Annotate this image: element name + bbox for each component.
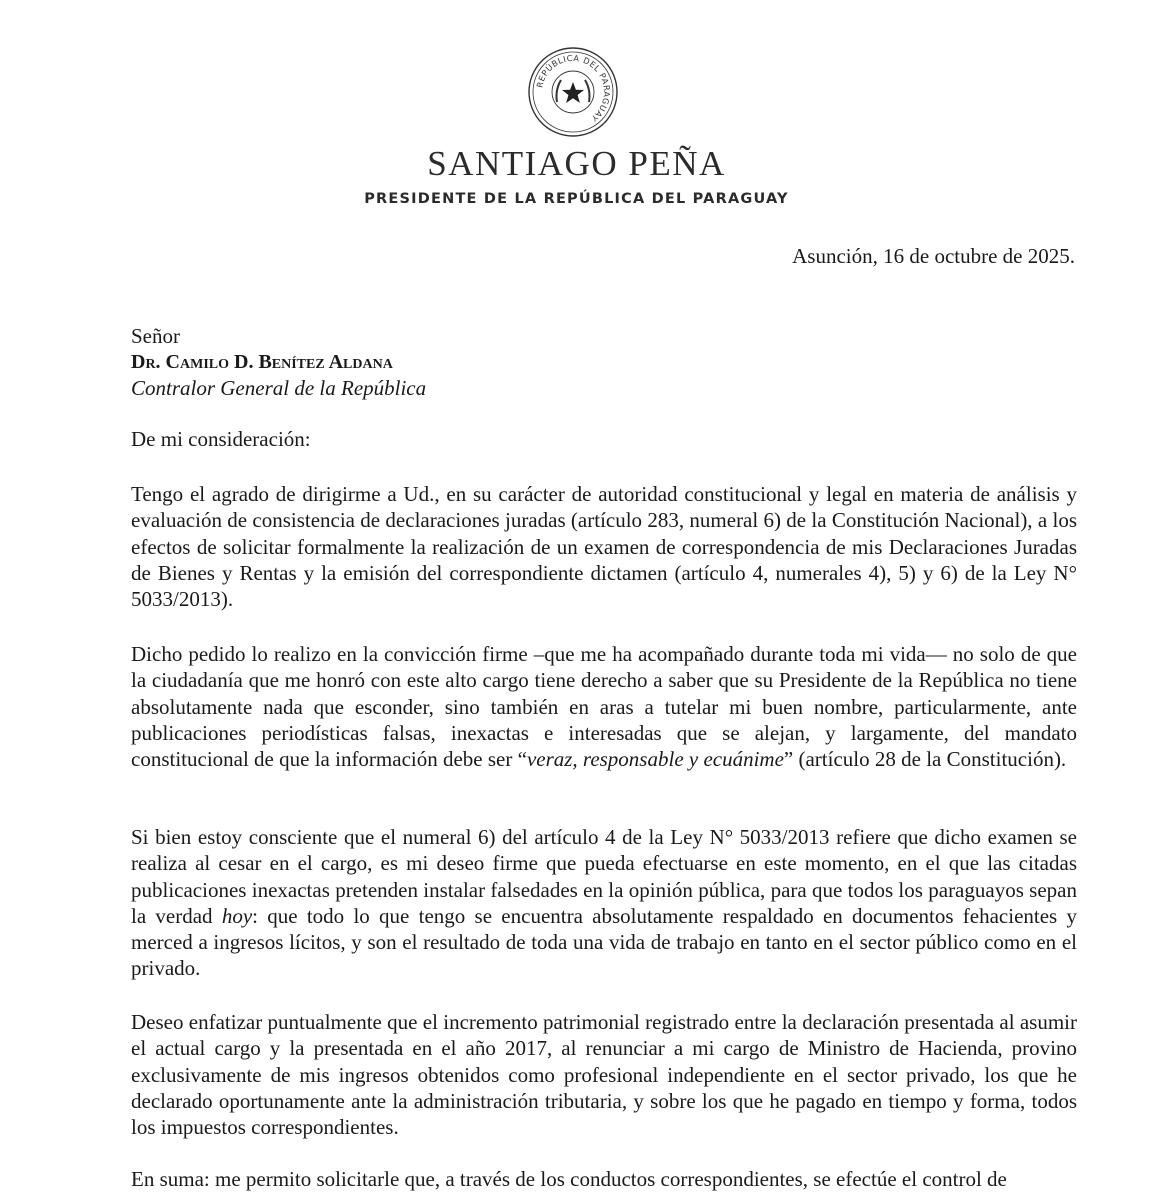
paragraph-4: Deseo enfatizar puntualmente que el incremento patrimonial registrado entre la declaración presentada al asumir el actual cargo y la presentada en el año 2017, al renunciar a mi cargo de Ministro de Hacienda, provino exclusivamente de mis ingresos obtenidos como profesional independiente en el sector privado, los que he declarado oportunamente ante la administración tributaria, y sobre los que he pagado en tiempo y forma, todos los impuestos correspondientes. [131,1010,1077,1140]
addressee-role: Contralor General de la República [131,376,427,400]
letter-date: Asunción, 16 de octubre de 2025. [792,244,1075,268]
paragraph-2-text: Dicho pedido lo realizo en la convicción firme –que me ha acompañado durante toda mi vida— no solo de que la ciudadanía que me honró con este alto cargo tiene derecho a saber que su Presidente de la República no tiene absolutamente nada que esconder, sino también en aras a tutelar mi buen nombre, particularmente, ante publicaciones periodísticas falsas, inexactas e interesadas que se alejan, y largamente, del mandato constitucional de que la información debe ser “ [131,642,1077,772]
paragraph-3 [131,824,1077,982]
president-title: PRESIDENTE DE LA REPÚBLICA DEL PARAGUAY [364,191,789,207]
paragraph-3-emphasis: hoy [221,903,253,928]
addressee-name: Dr. Camilo D. Benítez Aldana [131,351,393,373]
paragraph-2 [131,641,1077,772]
paragraph-3-text: Si bien estoy consciente que el numeral 6) del artículo 4 de la Ley N° 5033/2013 refiere que dicho examen se realiza al cesar en el cargo, es mi deseo firme que pueda efectuarse en este momento, en el que las citadas publicaciones inexactas pretenden instalar falsedades en la opinión pública, para que todos los paraguayos sepan la verdad [131,825,1077,928]
paragraph-2-quote: veraz, responsable y ecuánime [526,747,784,772]
paragraph-3-text-end: : que todo lo que tengo se encuentra absolutamente respaldado en documentos fehacientes y merced a ingresos lícitos, y son el resultado de toda una vida de trabajo en tanto en el sector público como en el privado. [131,903,1077,981]
national-seal [527,46,619,138]
paragraph-2-text-end: ” (artículo 28 de la Constitución). [783,747,1067,772]
paragraph-1: Tengo el agrado de dirigirme a Ud., en su carácter de autoridad constitucional y legal en materia de análisis y evaluación de consistencia de declaraciones juradas (artículo 283, numeral 6) de la Constitución Nacional), a los efectos de solicitar formalmente la realización de un examen de correspondencia de mis Declaraciones Juradas de Bienes y Rentas y la emisión del correspondiente dictamen (artículo 4, numerales 4), 5) y 6) de la Ley N° 5033/2013). [131,482,1077,612]
addressee-greeting: Señor [131,324,180,348]
seal-text: REPÚBLICA DEL PARAGUAY [534,52,613,124]
paragraph-5: En suma: me permito solicitarle que, a través de los conductos correspondientes, se efectúe el control de [131,1167,1007,1191]
addressee-block [131,323,426,401]
salutation: De mi consideración: [131,427,311,451]
president-name: SANTIAGO PEÑA [427,144,726,183]
